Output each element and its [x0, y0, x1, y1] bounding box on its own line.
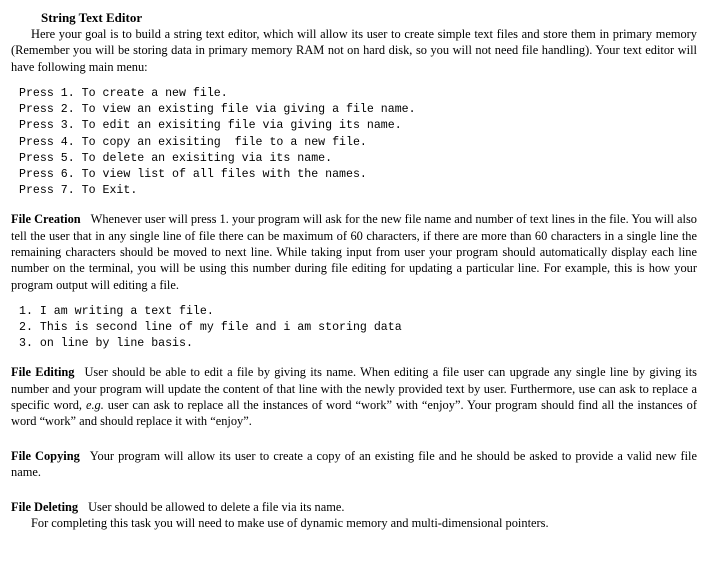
example-output-listing [11, 304, 697, 353]
example-line: 2. This is second line of my file and i am storing data [19, 321, 402, 334]
menu-line: Press 1. To create a new file. [19, 86, 228, 100]
file-creation-heading: File Creation [11, 212, 81, 227]
menu-line: Press 7. To Exit. [19, 184, 138, 198]
file-editing-paragraph [11, 364, 697, 429]
file-deleting-heading: File Deleting [11, 500, 79, 515]
file-editing-body-1: User should be able to edit a file by giving its name. When editing a file user can upgrade any single line by giving its number and your program will update the content of that line with the newly provided text by user. Furthermore, use can ask to replace a specific word, [11, 365, 697, 412]
example-line: 1. I am writing a text file. [19, 304, 214, 318]
file-copying-heading: File Copying [11, 448, 80, 463]
menu-line: Press 2. To view an existing file via giving a file name. [19, 103, 416, 117]
file-deleting-body: User should be allowed to delete a file via its name. [88, 500, 345, 515]
example-line: 3. on line by line basis. [19, 337, 193, 351]
file-copying-body: Your program will allow its user to create a copy of an existing file and he should be asked to provide a valid new file name. [11, 448, 698, 479]
document-title: String Text Editor [41, 10, 143, 25]
file-editing-heading: File Editing [11, 365, 75, 380]
file-creation-paragraph [11, 211, 697, 292]
menu-line: Press 6. To view list of all files with the names. [19, 167, 367, 181]
file-editing-eg: e.g. [85, 398, 104, 412]
menu-line: Press 3. To edit an exisiting file via giving its name. [19, 119, 402, 133]
document-page [11, 10, 697, 532]
menu-line: Press 4. To copy an exisiting file to a new file. [19, 135, 367, 149]
menu-line: Press 5. To delete an exisiting via its name. [19, 151, 333, 165]
intro-paragraph: Here your goal is to build a string text editor, which will allow its user to create simple text files and store them in primary memory (Remember you will be storing data in primary memory RAM not on hard disk, so you will not need file handling). Your text editor will have following main menu: [11, 27, 697, 74]
file-creation-body: Whenever user will press 1. your program will ask for the new file name and number of text lines in the file. You will also tell the user that in any single line of file there can be maximum of 60 characters, if there are more than 60 characters in a single line the remaining characters should be moved to next line. While taking input from user your program should automatically display each line number on the terminal, you will be using this number during file editing for updating a particular line. For example, this is how your program output will editing a file. [11, 212, 697, 292]
file-copying-paragraph [11, 448, 697, 481]
file-deleting-paragraph [11, 499, 697, 515]
closing-paragraph: For completing this task you will need to make use of dynamic memory and multi-dimensional pointers. [31, 516, 549, 531]
file-editing-body-2: user can ask to replace all the instances of word “work” with “enjoy”. Your program should find all the instances of word “work” and should replace it with “enjoy”. [11, 398, 697, 429]
main-menu-listing [11, 86, 697, 199]
